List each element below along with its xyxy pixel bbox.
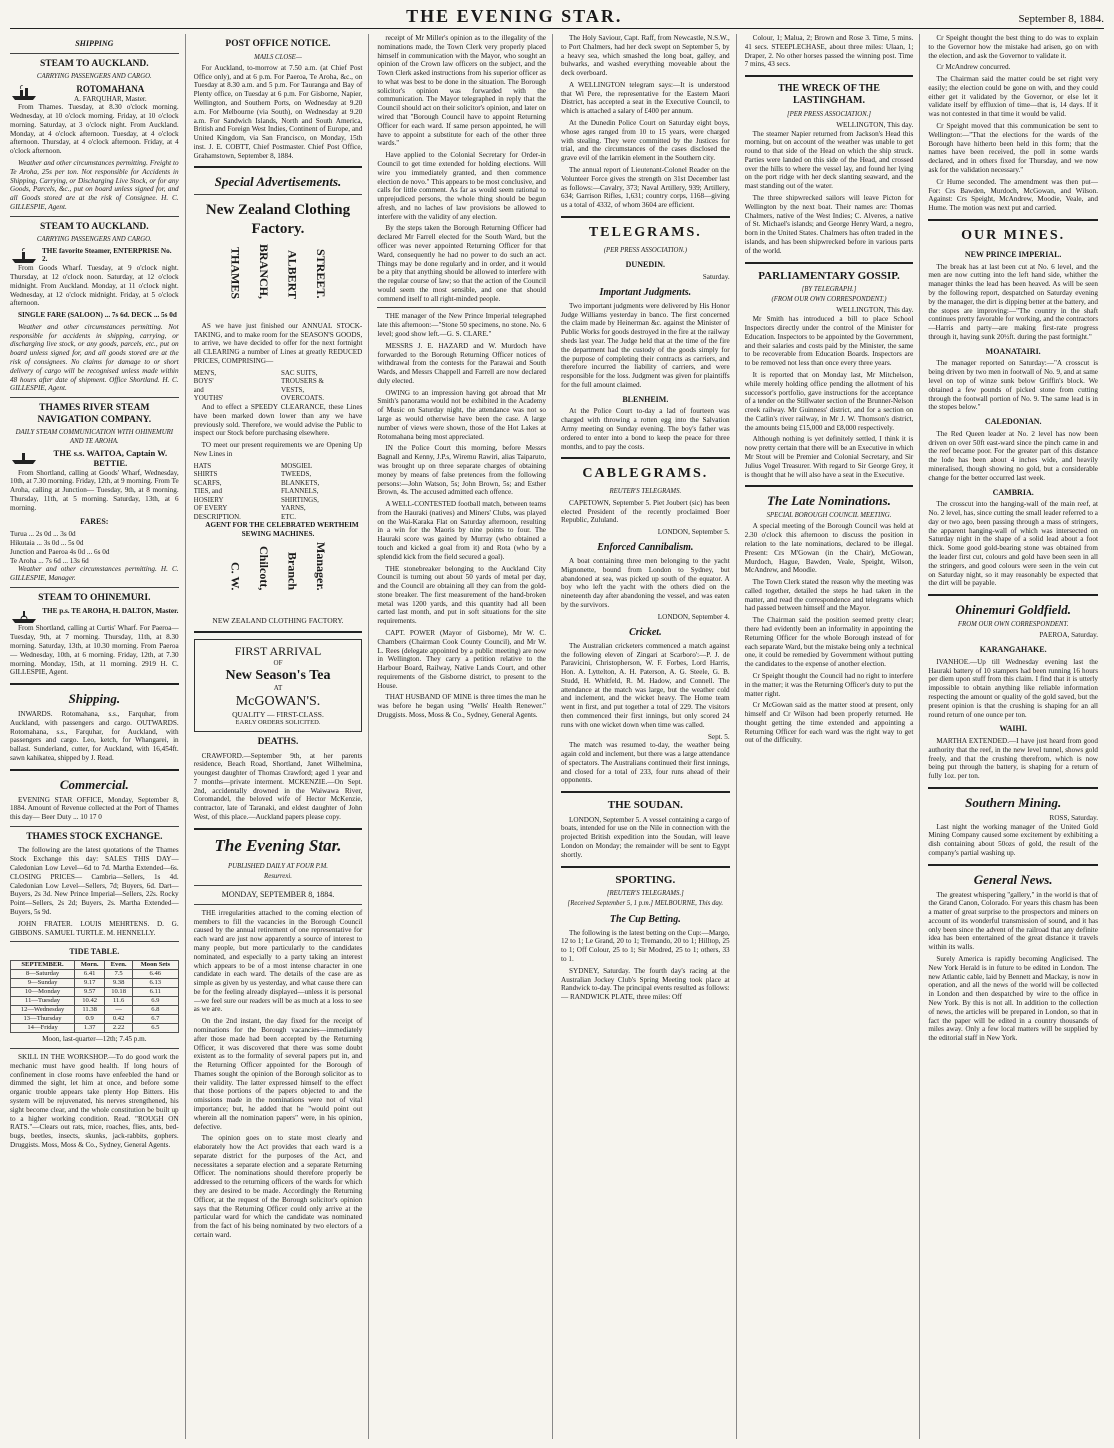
divider	[10, 216, 179, 217]
columns	[10, 34, 1104, 1439]
divider	[10, 769, 179, 771]
exchange-names: JOHN FRATER. LOUIS MEHRTENS. D. G. GIBBONS. SAMUEL TURTLE. M. HENNELLY.	[10, 919, 179, 937]
southern-mining-title: Southern Mining.	[965, 794, 1062, 810]
table-row: 11—Tuesday 10.42 11.6 6.9	[11, 997, 179, 1006]
vertical-text: BRANCH,	[257, 243, 272, 299]
tide-title: TIDE TABLE.	[69, 947, 120, 957]
tea-line: AT	[273, 684, 283, 693]
post-office-title: POST OFFICE NOTICE.	[225, 39, 331, 49]
masthead-title: THE EVENING STAR.	[406, 6, 623, 26]
vertical-text: THAMES	[228, 246, 243, 299]
news-paragraph: A boat containing three men belonging to the yacht Mignonette, bound from London to Sydney, but abandoned at sea, was picked up south of the equator. A boy who left the yacht with the others died on the nineteenth day after abandoning the vessel, and was eaten by the survivors.	[561, 557, 730, 609]
news-paragraph: SYDNEY, Saturday. The fourth day's racing at the Australian Jockey Club's Spring Meeting took place at Randwick to-day. The principal events resulted as follows:— RANDWICK PLATE, three miles: Off	[561, 966, 730, 1002]
article-title: Important Judgments.	[599, 286, 692, 298]
our-mines-title: OUR MINES.	[961, 227, 1066, 243]
divider	[194, 166, 363, 168]
parliamentary-subtitle: (FROM OUR OWN CORRESPONDENT.)	[771, 296, 887, 304]
tea-line: McGOWAN'S.	[235, 693, 321, 709]
ad-ship-line	[10, 247, 179, 265]
ad-ship-line	[10, 84, 179, 104]
news-paragraph: The Australian cricketers commenced a match against the following eleven of Zingari at Scarboro':—P. J. de Paravicini, Christopherson, W. F. Forbes, Lord Harris, Hon. A. Lyttelton, A. H. Paterson, A. G. Steele, G. B. Studd, H. Whitfeld, R. M. Hadow, and Connell. The attendance at the match was large, but the weather cold and inclement, and the wicket heavy. The Home team went in first, and put together a total of 229. The visitors then commenced their first innings, but only scored 24 runs with one wicket down when time was called.	[561, 641, 730, 729]
vertical-text: STREET.	[313, 249, 328, 299]
dateline: DUNEDIN.	[625, 260, 665, 270]
column-3	[377, 34, 553, 1439]
tide-header: Even.	[105, 961, 133, 970]
ship-name: THE s.s. WAITOA, Captain W. BETTIE.	[53, 447, 168, 469]
news-paragraph: Cr Hume seconded. The amendment was then put—For: Crs Bawden, Murdoch, McGowan, and Wilson. Against: Crs Speight, McAndrew, Moodie, Veale, and Hume. The motion was next put and carried.	[928, 177, 1098, 213]
news-paragraph: It is reported that on Monday last, Mr Mitchelson, while merely holding office pending the allotment of his successor's portfolio, gave instructions for the acceptance of a tender on the Stillwater section of the Brunner-Nelson creek railway. Mr Guinness' district, and for a section on the Catlin's river railway, in Mr J. W. Thomson's district, the amounts being £15,000 and £8,000 respectively.	[744, 370, 914, 432]
ad-ship-line	[10, 607, 179, 624]
dateline: WELLINGTON, This day.	[836, 306, 914, 315]
news-paragraph: Cr Speight moved that this communication be sent to Wellington:—"That the elections for the wards of the Borough have hitherto been held in this form; that the names have been received, the poll in some wards declared, and in others fixed for Thursday, and we now ask for the validation necessary."	[928, 122, 1098, 174]
news-paragraph: Cr McGowan said as the matter stood at present, only himself and Cr Wilson had been properly returned. He thought getting the time extended and appointing a Returning Officer for each ward was the right way to get out of the difficulty.	[744, 701, 914, 745]
divider	[194, 885, 363, 886]
divider	[10, 587, 179, 588]
editorial-paragraph: On the 2nd instant, the day fixed for the receipt of nominations for the Borough vacancies—immediately after those made had been accepted by the Returning Officer, it was discovered that there was some doubt existent as to the formality of several papers put in, and the Returning Officer appointed for the Borough of Thames sought the opinion of the Borough solicitor as to their validity. The latter expressed himself to the effect that those portions of the papers objected to and the omissions made in the nominations were not of vital importance; but, he added that he "would point out wherein all the nomination papers" were, in his opinion, defective.	[193, 1017, 363, 1131]
vertical-text: ALBERT	[285, 249, 300, 299]
news-paragraph: Colour, 1; Malua, 2; Brown and Rose 3. Time, 5 mins. 41 secs. STEEPLECHASE, about three miles: Ulaan, 1; Draper, 2. No other horses passed the winning post. Time 7 mins, 43 secs.	[744, 34, 914, 69]
editorial-paragraph: THE irregularities attached to the coming election of members to fill the vacancies in the Borough Council caused by the annual retirement of one representative for each ward are just now apparently a source of interest to many people, but more particularly to the candidates nominated, and especially to a party taking an interest which appears to be of a most intense character in one candidate in each ward. The details of the case are as simple as given by us yesterday, and what cause there can be for the feeling already displayed—unless it is personal—we feel sure our readers will be as much at a loss to see as we are.	[193, 908, 363, 1014]
nz-body: TO meet our present requirements we are Opening Up New Lines in	[193, 441, 363, 458]
news-paragraph: MESSRS J. E. HAZARD and W. Murdoch have forwarded to the Borough Returning Officer notices of withdrawal from the contests for the Parawai and South Wards, and Messrs Chappell and Farrell are now declared duly elected.	[377, 341, 546, 385]
nominations-subtitle: SPECIAL BOROUGH COUNCIL MEETING.	[766, 512, 892, 520]
ad-body: From Shortland, calling at Curtis' Wharf. For Paeroa— Tuesday, 9th, at 7 morning. Thursday, 11th, at 8.30 morning. Saturday, 13th, at 10.30 morning. From Paeroa— Wednesday, 10th, at 6 morning. Friday, 12th, at 7.30 morning. Monday, 15th, at 11 morning. 2919 H. C. GILLESPIE, Agent.	[10, 624, 179, 677]
mine-heading: MOANATAIRI.	[985, 346, 1041, 356]
divider	[745, 485, 914, 487]
dateline: BLENHEIM.	[622, 394, 669, 404]
divider	[194, 631, 363, 633]
news-paragraph: Cr McAndrew concurred.	[936, 63, 1011, 72]
news-paragraph: A WELLINGTON telegram says:—It is understood that Wi Pere, the representative for the Eastern Maori District, has accepted a seat in the Executive Council, to which is attached a salary of £400 per annum.	[561, 80, 730, 116]
news-paragraph: CAPT. POWER (Mayor of Gisborne), Mr W. C. Chambers (Chairman Cook County Council), and Mr W. L. Rees (delegate appointed by a public meeting) are now in Wellington. They carry a petition relative to the Harbour Board, Railway, Native Lands Court, and other requirements of the Gisborne district, to present to the House.	[377, 629, 546, 690]
evening-star-title: The Evening Star.	[214, 835, 342, 855]
nz-vertical-block	[194, 542, 363, 616]
ad-subtitle: DAILY STEAM COMMUNICATION WITH OHINEMURI AND TE AROHA.	[15, 429, 174, 445]
divider	[561, 866, 730, 868]
cablegrams-title: CABLEGRAMS.	[582, 466, 709, 482]
column-6	[928, 34, 1104, 1439]
news-paragraph: The break has at last been cut at No. 6 level, and the men are now cutting into the left hand side, whither the manager thinks the lead has been heaved. As will be seen by the following report, despatched on Saturday evening by the manager, the dirt is dipping better at the battery, and the stopes are improving:—"The country in the shaft continues pretty favorable for working, and the contractors—Harris and party—are making first-rate progress through it, having sunk 20½ft. during the past fortnight."	[928, 262, 1098, 341]
ship-master: A. FARQUHAR, Master.	[73, 94, 147, 103]
ad-subtitle: CARRYING PASSENGERS AND CARGO.	[36, 236, 152, 244]
editorial-paragraph: The opinion goes on to state most clearly and elaborately how the Act provides that each ward is a separate district for the purposes of the Act, and necessitates a separate election and a separate Returning Officer. The nominations should therefore properly be addressed to the returning officers of the wards for which they are desired to be made. Accordingly the Returning Officer, at the request of the Borough solicitor's opinion says that the Returning Officer could only arrive at the particular ward for which the candidate was nominated from the fact of his being nominated by two electors of a certain ward.	[193, 1134, 363, 1239]
section-header-shipping: SHIPPING	[75, 39, 114, 48]
divider	[194, 828, 363, 830]
ship-name: ROTOMAHANA	[76, 83, 145, 94]
fares-row: Turua ... 2s 0d ... 3s 0d	[10, 530, 76, 539]
news-paragraph: Although nothing is yet definitely settled, I think it is now pretty certain that there will be an Executive in which Mr Stout will be Premier and Colonial Secretary, and Sir Julius Vogel Treasurer. With regard to Sir George Grey, it is thought that he will also have a seat in the Executive.	[744, 435, 914, 479]
nz-agent: AGENT FOR THE CELEBRATED WERTHEIM SEWING MACHINES.	[205, 521, 359, 539]
ad-fare: SINGLE FARE (SALOON) ... 7s 6d. DECK ... 5s 0d	[18, 311, 177, 320]
news-paragraph: Mr Smith has introduced a bill to place School Inspectors directly under the control of the Minister for Education. Inspectors to be appointed by the Government, and their salaries and costs paid by the Minister, the same to be recoverable from Education Boards. Inspectors are to be removed not less than once every three years.	[744, 315, 914, 368]
news-paragraph: THE stonebreaker belonging to the Auckland City Council is turning out about 50 yards of metal per day, and the Council are obtaining all they can from the gold-stone breaker. The first measurement of the hand-broken metal was 1200 yards, and this quantity had all been carted last month, and put in soft situations for the site requirements.	[377, 564, 546, 626]
news-paragraph: The match was resumed to-day, the weather being again cold and inclement, but there was a large attendance of spectators. The Australians continued their first innings, and closed for a total of 233, four runs ahead of their opponents.	[561, 741, 730, 785]
tea-advertisement	[194, 639, 363, 732]
ad-body: From Shortland, calling at Goods' Wharf, Wednesday, 10th, at 7.30 morning. Friday, 12th, at 9 morning. From Te Aroha, calling at Junction— Tuesday, 9th, at 8 morning. Thursday, 11th, at 5 morning. Saturday, 13th, at 6 morning.	[10, 468, 179, 512]
evening-star-subtitle: PUBLISHED DAILY AT FOUR P.M.	[227, 862, 329, 870]
editorial-date: MONDAY, SEPTEMBER 8, 1884.	[221, 890, 335, 900]
tide-header: Moon Sets	[132, 961, 178, 970]
divider	[10, 53, 179, 54]
tea-line: FIRST ARRIVAL	[234, 644, 322, 659]
news-paragraph: The Red Queen leader at No. 2 level has now been driven on over 50ft east-ward since the pinch came in and the reef became poor. For the greater part of this distance the lode has been about 4 inches wide, and heavily mineralised, though showing no gold, but a considerable change for the better occurred last week.	[928, 429, 1098, 482]
ohinemuri-title: Ohinemuri Goldfield.	[955, 602, 1071, 618]
parliamentary-subtitle: [BY TELEGRAPH.]	[801, 285, 857, 293]
divider	[928, 219, 1098, 221]
vertical-text: Manager.	[313, 541, 328, 591]
tea-line: OF	[273, 658, 283, 667]
news-paragraph: Last night the working manager of the United Gold Mining Company caused some excitement by exhibiting a dish containing about 50ozs of gold, the result of the company's partial washing up.	[928, 822, 1098, 857]
wreck-title: THE WRECK OF THE LASTINGHAM.	[778, 83, 880, 107]
column-1	[10, 34, 186, 1439]
dateline: LONDON, September 5.	[657, 528, 730, 537]
fares-title: FARES:	[80, 517, 109, 527]
ad-title: STEAM TO OHINEMURI.	[38, 592, 151, 603]
nz-vertical-block	[194, 244, 363, 322]
exchange-title: THAMES STOCK EXCHANGE.	[26, 831, 163, 842]
sporting-subtitle: [REUTER'S TELEGRAMS.]	[606, 889, 684, 897]
telegrams-subtitle: (PER PRESS ASSOCIATION.)	[603, 246, 687, 254]
news-paragraph: The following is the latest betting on the Cup:—Margo, 12 to 1; Le Grand, 20 to 1; Tremando, 20 to 1; Hilltop, 25 to 1; Off Colour, 25 to 1; Sir Modred, 25 to 1; others, 33 to 1.	[561, 928, 730, 964]
nominations-title: The Late Nominations.	[767, 493, 891, 509]
section-header-commercial: Commercial.	[59, 776, 129, 792]
divider	[194, 194, 363, 195]
news-paragraph: The three shipwrecked sailors will leave Picton for Wellington by the next boat. Their names are: Thomas Chalmers, native of the West Indies; C. Alveres, a native of St. Michael's islands; and George Henry Ward, a negro, born in the United States. Chalmers has often traded in the islands, and has been shipwrecked before in various parts of the world.	[744, 194, 914, 255]
news-paragraph: The Holy Saviour, Capt. Raff, from Newcastle, N.S.W., to Port Chalmers, had her deck swept on September 5, by a heavy sea, which smashed the long boat, galley, and bulwarks, and washed everything moveable about the deck overboard.	[561, 34, 730, 78]
article-title: The Cup Betting.	[609, 913, 681, 925]
paddle-steamer-icon	[10, 608, 38, 624]
divider	[928, 787, 1098, 789]
ad-ship-line	[10, 448, 179, 469]
ad-body: SKILL IN THE WORKSHOP.—To do good work the mechanic must have good health. If long hours of confinement in close rooms have enfeebled the hand or dimmed the sight, let him at once, and before some organic trouble appears take plenty Hop Bitters. His system will be rejuvenated, his nerves strengthened, his sight become clear, and the whole constitution be built up to a higher working condition. Read. "ROUGH ON RATS."—Clears out rats, mice, roaches, flies, ants, bed-bugs, beetles, insects, skunks, jack-rabbits, gophers. Druggists. Moss, Moss & Co., Sydney, General Agents.	[10, 1053, 179, 1149]
deaths-body: CRAWFORD.—September 9th, at her parents residence, Beach Road, Shortland, Janet Wilhelmina, youngest daughter of Thomas Crawford; aged 1 year and 7 months—private interment. MCKENZIE.—On Sept. 2nd, accidentally drowned in the Waiwawa River, Coromandel, the beloved wife of Hector McKenzie, contractor, late of Taranaki, and eldest daughter of John West, of this place.—Auckland papers please copy.	[193, 751, 363, 821]
article-title: Cricket.	[629, 626, 662, 638]
editorial-paragraph: receipt of Mr Miller's opinion as to the illegality of the nominations made, the Town Clerk very properly placed himself in communication with the Mayor, who sought an opinion of the Crown law officers on the subject, and the Town Clerk asked instructions from his superior officer as to what was best to be done in the situation. The Borough solicitor's opinion was forwarded with the communication. The Mayor telegraphed in reply that the Council should act on their solicitor's opinion, and later on wired that "Borough Council have to appoint Returning Officer for each ward. If same person appointed, he will have to appoint a substitute for each of the other three wards."	[377, 34, 546, 148]
dateline-day: Saturday.	[702, 272, 730, 281]
sporting-date: [Received September 5, 1 p.m.] MELBOURNE, This day.	[567, 900, 724, 908]
soudan-title: THE SOUDAN.	[607, 799, 683, 812]
mine-heading: KARANGAHAKE.	[979, 645, 1047, 655]
news-paragraph: The Chairman said the position seemed pretty clear; there had evidently been an informality in appointing the Returning Officer for the whole Borough instead of for each separate Ward, but the mistake being only a technical one, it could be remedied by Government without putting the candidates to the expense of another election.	[744, 616, 914, 669]
news-paragraph: LONDON, September 5. A vessel containing a cargo of boats, intended for use on the Nile in connection with the projected British expedition into the Soudan, will leave London on Monday; the remainder will be sent to Egypt shortly.	[561, 815, 730, 859]
tea-line: EARLY ORDERS SOLICITED.	[235, 719, 321, 727]
fares-row: Hikutaia ... 3s 0d ... 5s 0d	[10, 538, 84, 547]
steamship-icon	[10, 449, 38, 465]
column-4	[561, 34, 737, 1439]
ad-body: From Thames. Tuesday, at 8.30 o'clock morning. Wednesday, at 10 o'clock morning. Friday, at 10 o'clock morning. Saturday, at 3 o'clock night. From Auckland. Monday, at 4 o'clock afternoon. Tuesday, at 4 o'clock afternoon. Thursday, at 4 o'clock afternoon. Friday, at 4 o'clock afternoon.	[10, 103, 179, 156]
divider	[10, 683, 179, 685]
vertical-text: Branch	[285, 552, 300, 591]
news-paragraph: The annual report of Lieutenant-Colonel Reader on the Volunteer Force gives the strength on 31st December last as follows:—Cavalry, 373; Naval Artillery, 939; Artillery, 634; Garrison Rifles, 1,631; country corps, 1168—giving us a total of 4332, of whom 3604 are efficient.	[561, 165, 730, 210]
telegrams-title: TELEGRAMS.	[588, 224, 702, 240]
ad-subtitle: CARRYING PASSENGERS AND CARGO.	[36, 73, 152, 81]
deaths-title: DEATHS.	[257, 736, 299, 747]
table-row: 12—Wednesday 11.38 — 6.8	[11, 1006, 179, 1015]
news-paragraph: Cr Speight thought the Council had no right to interfere in the matter; it was the Returning Officer's duty to put the matter right.	[744, 671, 914, 698]
news-paragraph: OWING to an impression having got abroad that Mr Smith's panorama would not be exhibited in the Academy of Music on Saturday night, the attendance was not so large as would otherwise have been the case. A large number of views were shown, those of the Hot Lakes at Rotomahana being most appreciated.	[377, 388, 546, 441]
nz-body: AS we have just finished our ANNUAL STOCK-TAKING, and to make room for the SEASON'S GOODS, to arrive, we have decided to offer for the next fortnight all CLEARING a number of Lines at greatly REDUCED PRICES, COMPRISING—	[193, 321, 363, 366]
special-ads-title: Special Advertisements.	[214, 174, 342, 190]
news-paragraph: THAT HUSBAND OF MINE is three times the man he was before he began using "Wells' Health Renewer." Druggists. Moss, Moss & Co., Sydney, General Agents.	[377, 693, 546, 720]
mine-heading: CALEDONIAN.	[984, 417, 1042, 427]
evening-star-motto: Resurrexi.	[264, 872, 292, 880]
divider	[10, 1048, 179, 1049]
table-row: 13—Thursday 0.9 0.42 6.7	[11, 1015, 179, 1024]
news-paragraph: Cr Speight thought the best thing to do was to explain to the Governor how the mistake had arisen, go on with the election, and ask the Governor to validate it.	[928, 34, 1098, 60]
exchange-body: The following are the latest quotations of the Thames Stock Exchange this day: SALES THIS DAY— Caledonian Low Level—6d to 7d. Martha Extended—6s. CLOSING PRICES— Cambria—Sellers, 1s 4d. Caledonian Low Level—Sellers, 7d; Buyers, 6d. Dart—Buyers, 2s 3d. New Prince Imperial—Sellers, 22s. Rocky Point—Sellers, 2s 2d; Buyers, 2s. Martha Extended—Buyers, 5s 9d.	[10, 846, 179, 916]
tide-header: Morn.	[75, 961, 105, 970]
dateline: PAEROA, Saturday.	[1039, 631, 1098, 640]
cablegrams-subtitle: REUTER'S TELEGRAMS.	[609, 488, 682, 496]
steamship-icon	[10, 248, 38, 264]
ad-footer: Weather and other circumstances permitting. H. C. GILLESPIE, Manager.	[10, 565, 179, 583]
mine-heading: WAIHI.	[999, 724, 1027, 734]
table-row: 9—Sunday 9.17 9.38 6.13	[11, 979, 179, 988]
dateline: Sept. 5.	[707, 732, 730, 741]
mine-heading: CAMBRIA.	[992, 487, 1034, 497]
news-paragraph: THE manager of the New Prince Imperial telegraphed late this afternoon:—"Stone 50 specimens, no stone. No. 6 level; good show left.—G. S. CLARE."	[377, 312, 546, 338]
nz-footer: NEW ZEALAND CLOTHING FACTORY.	[212, 615, 344, 625]
table-row: 8—Saturday 6.41 7.5 6.46	[11, 970, 179, 979]
shipping-body: INWARDS. Rotomahana, s.s., Farquhar, from Auckland, with passengers and cargo. OUTWARDS. Rotomahana, s.s., Farquhar, for Auckland, with passengers and cargo. Leo, ketch, for Whangarei, in ballast. Sunderland, cutter, for Auckland, with 16,454ft. sawn kahikatea, shipped by J. Read.	[10, 710, 179, 762]
nz-list: HATS SHIRTS SCARFS, TIES, and HOSIERY OF EVERY DESCRIPTION. MOSGIEL TWEEDS, BLANKETS, FLANNELS, SHIRTINGS, YARNS, ETC.	[193, 461, 320, 521]
nz-body: And to effect a SPEEDY CLEARANCE, these Lines have been marked down lower than any we have previously sold. Therefore, we would advise the Public to inspect our Stock before purchasing elsewhere.	[193, 402, 363, 438]
masthead-date: September 8, 1884.	[1018, 13, 1104, 25]
tide-table	[10, 960, 179, 1033]
divider	[561, 216, 730, 218]
divider	[377, 307, 546, 308]
general-news-title: General News.	[973, 871, 1053, 887]
masthead	[10, 6, 1104, 29]
ad-title: STEAM TO AUCKLAND.	[40, 58, 149, 69]
table-row: 14—Friday 1.37 2.22 6.5	[11, 1024, 179, 1033]
divider	[928, 594, 1098, 596]
divider	[928, 864, 1098, 866]
ad-title: THAMES RIVER STEAM NAVIGATION COMPANY.	[37, 403, 152, 425]
dateline: WELLINGTON, This day.	[836, 120, 914, 129]
ad-body: From Goods Wharf. Tuesday, at 9 o'clock night. Thursday, at 12 o'clock noon. Saturday, at 12 o'clock midnight. From Auckland. Monday, at 11 o'clock night. Wednesday, at 12 o'clock midnight. Friday, at 5 o'clock afternoon.	[10, 264, 179, 308]
news-paragraph: IN the Police Court this morning, before Messrs Bagnall and Kenny, J.P.s, Wiremu Rawiri, alias Taiparuto, was brought up on three separate charges of obtaining money by means of false pretences from the following persons:—John Watson, 5s; John Brown, 5s; and Esther Brown, 4s. The accused admitted each offence.	[377, 444, 546, 497]
post-office-body: For Auckland, to-morrow at 7.50 a.m. (at Chief Post Office only), and at 6 p.m. For Paeroa, Te Aroha, &c., on Tuesday at 8.30 a.m. and 5 p.m. For Tauranga and Bay of Plenty office, on Tuesday at 6 p.m. For Gisborne, Napier, Wellington, and Southern Ports, on Wednesday at 9.20 a.m. For Melbourne (via South), on Wednesday at 9.20 a.m. For Sandwich Islands, North and South America, British and Foreign West Indies, Continent of Europe, and United Kingdom, via San Francisco, on Monday, 15th inst. J. E. COBTT, Chief Postmaster. Chief Post Office, Grahamstown, September 8, 1884.	[193, 63, 363, 160]
fares-row: Te Aroha ... 7s 6d ... 13s 6d	[10, 556, 89, 565]
ohinemuri-subtitle: FROM OUR OWN CORRESPONDENT.	[957, 621, 1069, 628]
parliamentary-title: PARLIAMENTARY GOSSIP.	[758, 269, 900, 282]
news-paragraph: At the Dunedin Police Court on Saturday eight boys, whose ages ranged from 10 to 15 years, were charged with stealing. They were committed by the Justices for trial, and the circumstances of the cases disclosed the grave evil of the larrikin element in the Southern city.	[561, 119, 730, 163]
news-paragraph: The crosscut into the hanging-wall of the main reef, at No. 2 level, has, since cutting the small leader referred to a day or two ago, been passing through a mass of stringers, the apparent hanging-wall of which was intersected on Saturday night in the shape of a solid lead about a foot thick. Some good gold-bearing stone was obtained from the leader first cut, colours and gold have been seen in all the stringers, and good colours were seen in the vein cut on Saturday night, so it may reasonably be expected that the dirt will be payable.	[928, 500, 1098, 588]
divider	[194, 904, 363, 905]
news-paragraph: CAPETOWN, September 5. Piet Joubert (sic) has been elected President of the recently proclaimed Boer Republic, Zululand.	[561, 498, 730, 525]
news-paragraph: IVANHOE.—Up till Wednesday evening last the Hauraki battery of 10 stampers had been running 16 hours per diem upon stuff from this claim. I find that it is utterly impossible to obtain anything like reliable information respecting the amount or quality of the gold saved, but the present opinion is that the crushing is shaping for an all round return of one ounce per ton.	[928, 657, 1098, 719]
news-paragraph: The Town Clerk stated the reason why the meeting was called together, detailed the steps he had taken in the matter, and read the correspondence and telegrams which had passed between himself and the Mayor.	[744, 578, 914, 613]
ad-footer: Weather and other circumstances permitting. Not responsible for accidents in shipping, carrying, or discharging live stock, or any goods, parcels, etc., put on board unless signed for, and all goods stored are at the risk of consignees. No claims for damage to or short delivery of cargo will be recognised unless made within 48 hours after date of shipment. Office Shortland. H. C. GILLESPIE, Agent.	[10, 322, 179, 393]
vertical-text: C. W.	[228, 562, 243, 591]
news-paragraph: The Chairman said the matter could be set right very easily; the election could be gone on with, and they could either get it validated by the Governor, or else let it validate itself by effluxion of time—that is, 14 days. If it was not contested in that time it would be valid.	[928, 75, 1098, 119]
divider	[561, 457, 730, 459]
commercial-body: EVENING STAR OFFICE, Monday, September 8, 1884. Amount of Revenue collected at the Port of Thames this day— Beer Duty ... 10 17 0	[10, 795, 179, 822]
divider	[10, 826, 179, 827]
column-2	[194, 34, 370, 1439]
mine-heading: NEW PRINCE IMPERIAL.	[964, 249, 1062, 259]
news-paragraph: At the Police Court to-day a lad of fourteen was charged with throwing a rotten egg into the Salvation Army meeting on Sunday evening. The boy's father was ordered to enter into a bond to keep the peace for three months, and to pay the costs.	[561, 407, 730, 451]
vertical-text: Chilcott,	[257, 546, 272, 591]
table-row: 10—Monday 9.57 10.18 6.11	[11, 988, 179, 997]
nz-list: MEN'S, BOYS' and YOUTHS' SAC SUITS, TROUSERS & VESTS, OVERCOATS.	[193, 368, 324, 403]
wreck-subtitle: [PER PRESS ASSOCIATION.]	[786, 110, 871, 118]
news-paragraph: Surely America is rapidly becoming Anglicised. The New York Herald is in future to be edited in London. The new Atlantic cable, laid by Bennett and Mackay, is now in operation, and all the news of the world will be collected in London and then despatched by wire to the office in New York. By this is not all. In addition to the collection of news, the articles will be prepared in London, so that in fact the paper will be edited in a country thousands of miles away. Only a few local matters will be supplied by the editorial staff in New York.	[928, 955, 1098, 1043]
section-header-shipping: Shipping.	[68, 691, 121, 707]
steamship-icon	[10, 85, 38, 101]
ad-title: STEAM TO AUCKLAND.	[40, 221, 149, 232]
ship-name: THE p.s. TE AROHA, H. DALTON, Master.	[42, 607, 179, 616]
news-paragraph: The steamer Napier returned from Jackson's Head this morning, but on account of the weather was unable to get round to that side of the Head on which the ship struck. Parties were landed on this side of the Head, and crossed over the hills to where the vessel lay, and found her lying on the port ridge with her deck slanting seaward, and the mast standing out of the water.	[744, 129, 914, 191]
ship-name: THE favorite Steamer, ENTERPRISE No. 2.	[42, 246, 172, 264]
tide-footer: Moon, last-quarter—12th; 7.45 p.m.	[42, 1035, 147, 1044]
news-paragraph: Two important judgments were delivered by His Honor Judge Williams yesterday in banco. The first concerned the claim made by Heinerman &c. against the Minister of Public Works for goods destroyed in the fire at the railway sheds last year. The Judge held that at the time of the fire the department had the custody of the goods simply for the purpose of completing their contracts as carriers, and therefore incurred the liability of carriers, and were responsible for the loss. Judgment was given for plaintiffs for the full amount claimed.	[561, 301, 730, 389]
dateline: ROSS, Saturday.	[1049, 813, 1098, 822]
editorial-paragraph: Have applied to the Colonial Secretary for Order-in Council to get time extended for holding elections. Will wire you immediately granted, and then commence election de novo." This appears to be most conclusive, and calls for little comment. As far as would seem rational to unprejudiced persons, the whole thing should be begun afresh, and no laches of law provisions be allowed to interfere with the validity of any election.	[377, 151, 546, 221]
news-paragraph: The manager reported on Saturday:—"A crosscut is being driven by two men in footwall of No. 9, and at same level on top of winze sunk below Griffin's block. We obtained a few pounds of picked stone from cutting through the footwall portion of No. 9. The same lead is in the stopes below."	[928, 359, 1098, 412]
tide-header: SEPTEMBER.	[11, 961, 75, 970]
sporting-title: SPORTING.	[615, 873, 676, 886]
post-office-subtitle: MAILS CLOSE—	[254, 53, 302, 61]
tea-line: New Season's Tea	[225, 668, 331, 684]
news-paragraph: A WELL-CONTESTED football match, between teams from the Hauraki (natives) and Miners' Clubs, was played on the Wai-Karaka Flat on Saturday afternoon, resulting in a win for the Maoris by nine points to four. The Hauraki score was gained by Murray (who obtained a touch and kicked a goal from it) and Rota (who by a splendid kick from the field secured a goal).	[377, 500, 546, 561]
tea-line: QUALITY — FIRST-CLASS.	[232, 709, 324, 719]
article-title: Enforced Cannibalism.	[597, 541, 694, 553]
divider	[10, 397, 179, 398]
divider	[561, 791, 730, 793]
divider	[745, 262, 914, 264]
editorial-paragraph: By the steps taken the Borough Returning Officer had declared Mr Farrell elected for the South Ward, but the officer was never appointed Returning Officer for that Ward, consequently he had no power to do such an act. Things may be done regularly and in order, and it would be a pity that anything should be allowed to interfere with the regular course of law; so that the action of the Council would seem the most sensible, and one that should commend itself to all right-minded people.	[377, 224, 546, 303]
divider	[745, 75, 914, 77]
news-paragraph: MARTHA EXTENDED.—I have just heard from good authority that the reef, in the new level tunnel, shows gold freely, and that the crushing therefrom, which is now being put through the battery, is shaping for a return of fully 1oz. per ton.	[928, 737, 1098, 781]
nz-clothing-title: New Zealand Clothing Factory.	[205, 202, 351, 237]
column-5	[745, 34, 921, 1439]
fares-row: Junction and Paeroa 4s 0d ... 6s 0d	[10, 547, 110, 556]
divider	[10, 941, 179, 942]
news-paragraph: The greatest whispering "gallery," in the world is that of the Grand Canon, Colorado. For years this chasm has been a matter of great surprise to the prospectors and miners on account of its wonderful transmission of sound, and it has only been since the advent of the railroad that any definite idea has been entertained of the great distance it travels within its walls.	[928, 890, 1098, 952]
dateline: LONDON, September 4.	[657, 612, 730, 621]
news-paragraph: A special meeting of the Borough Council was held at 2.30 o'clock this afternoon to discuss the position in relation to the late nominations, declared to be illegal. Present: Crs M'Gowan (in the Chair), McGowan, Murdoch, Hague, Bawden, Veale, Speight, Wilson, McAndrew, and Moodie.	[744, 522, 914, 575]
ad-footer: Weather and other circumstances permitting. Freight to Te Aroha, 25s per ton. Not responsible for Accidents in Shipping, Carrying, or Discharging Live Stock, or for any Goods, Parcels, &c., put on board unless signed for, and all Goods stored are at the risk of Consignee. H. C. GILLESPIE, Agent.	[10, 159, 179, 211]
